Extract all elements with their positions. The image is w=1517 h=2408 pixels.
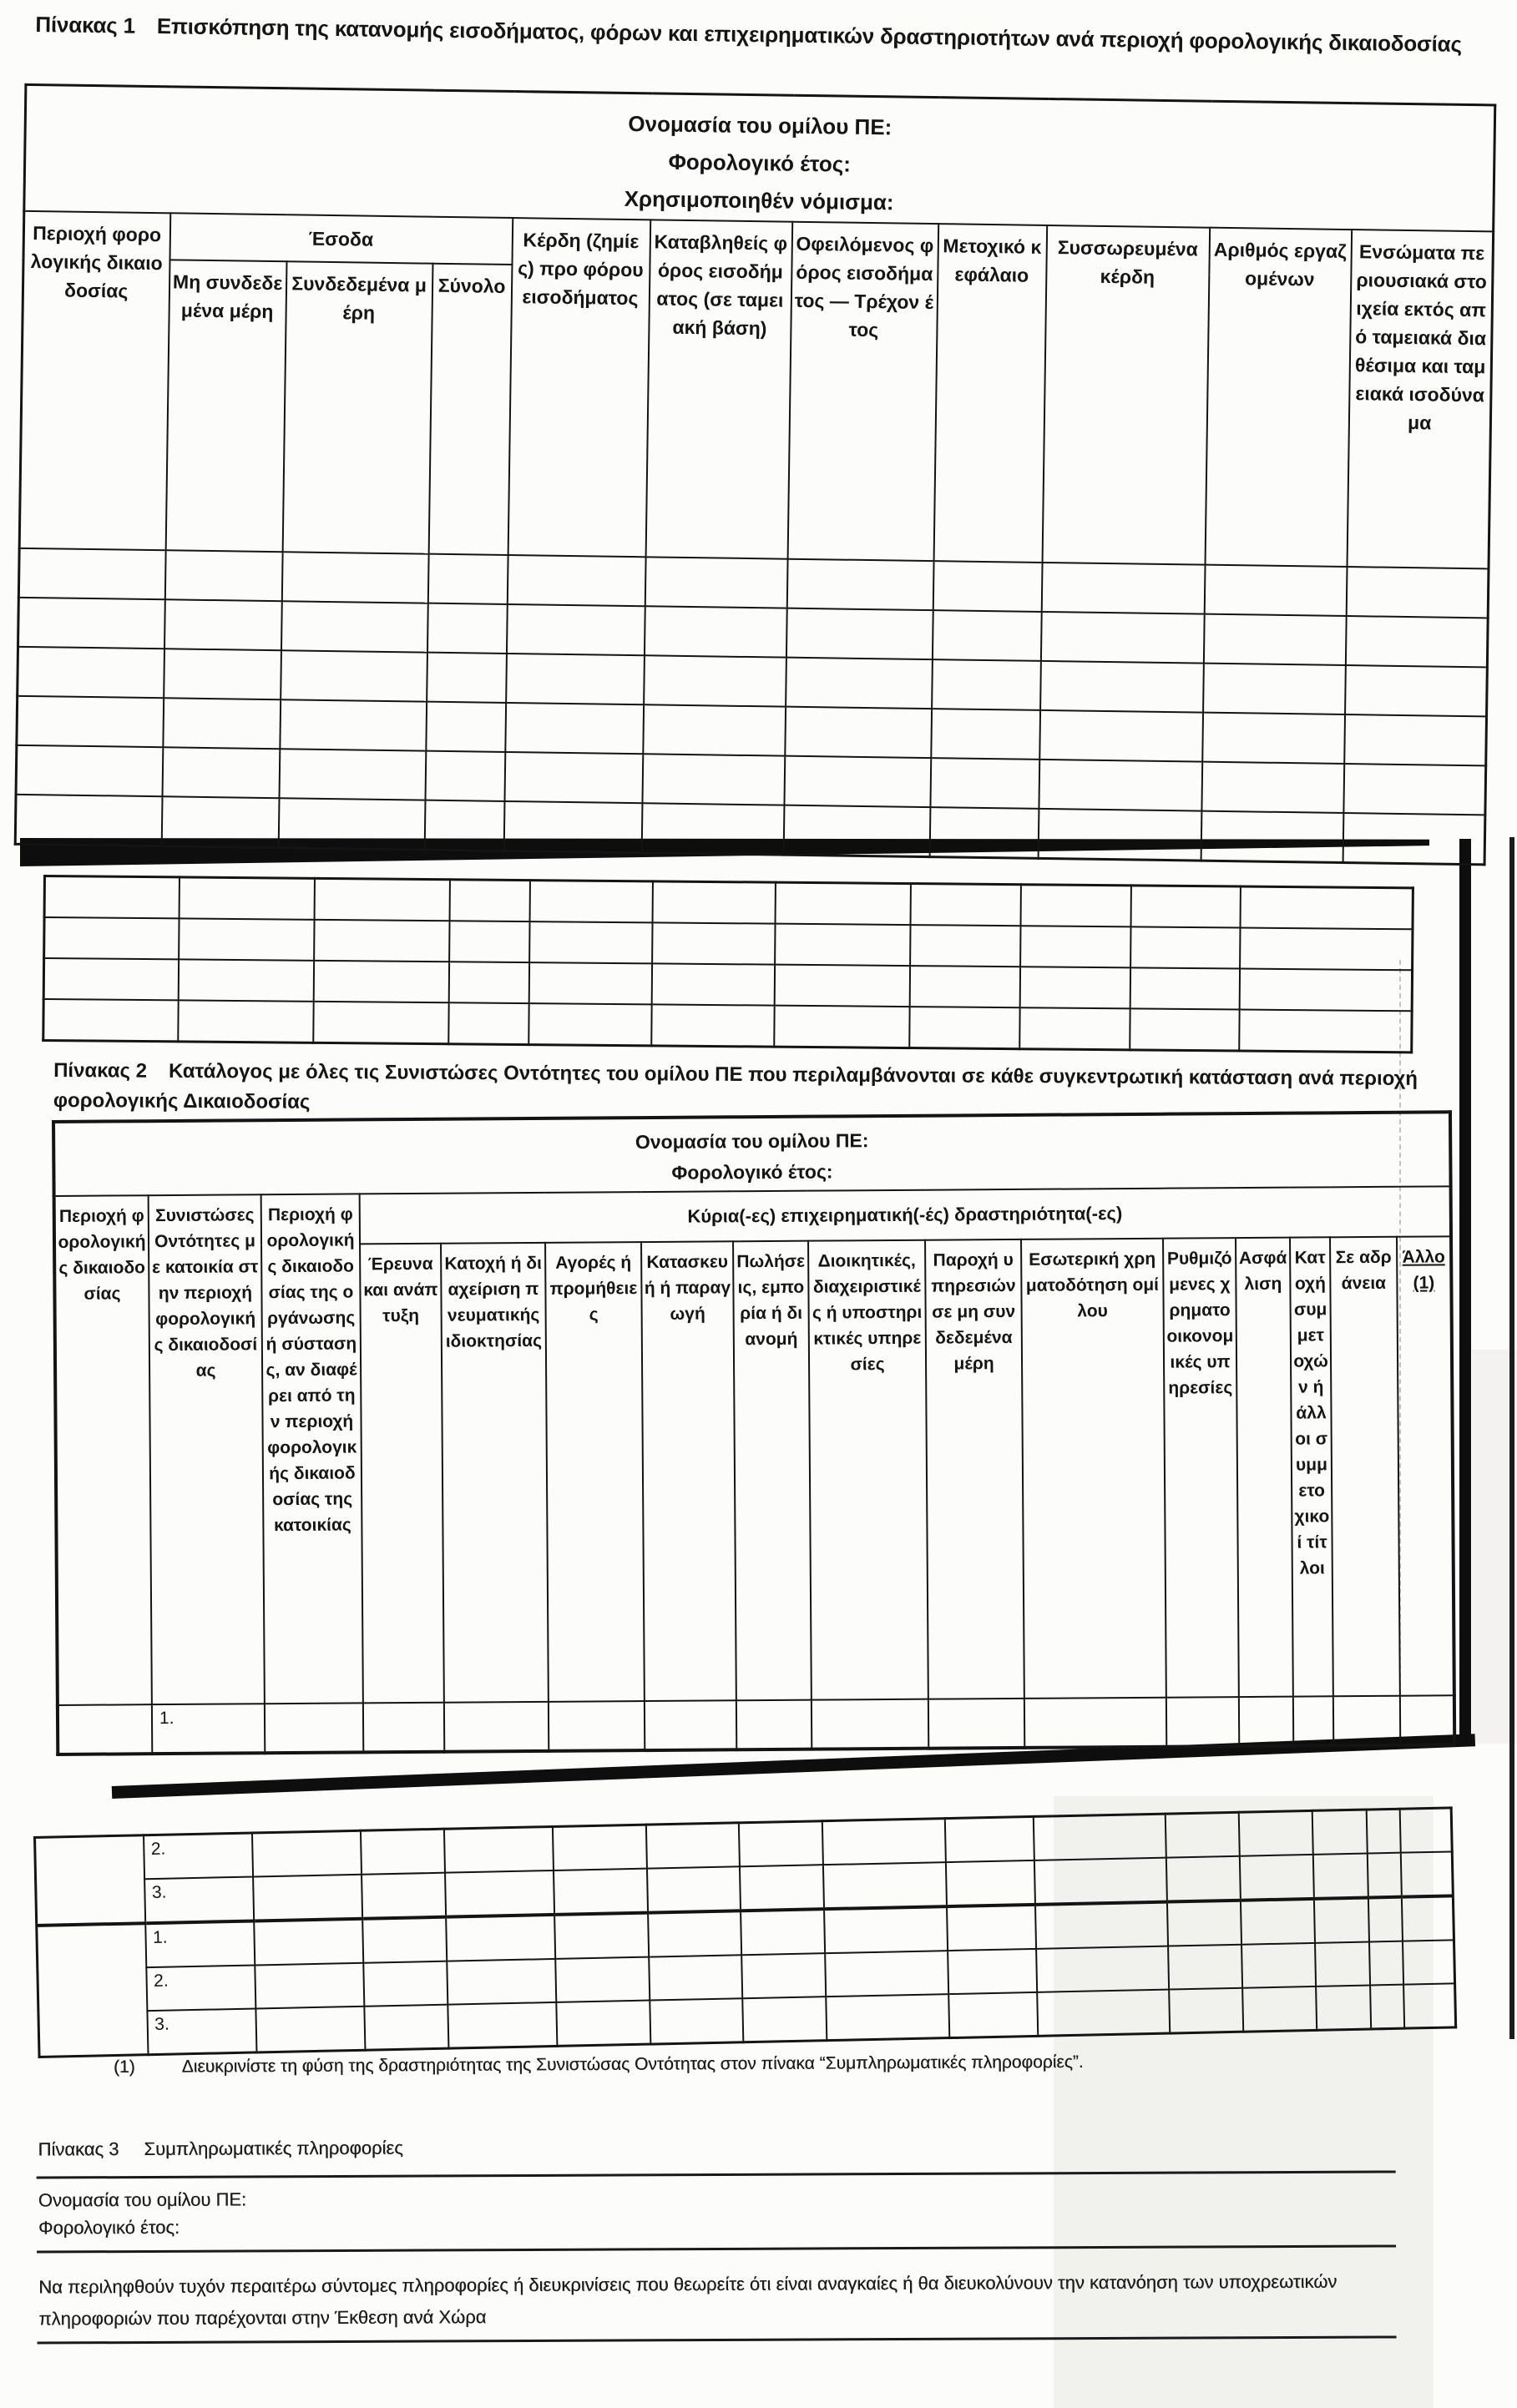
empty-cell	[910, 925, 1020, 967]
empty-cell	[642, 754, 785, 805]
empty-cell	[1168, 1945, 1242, 1990]
empty-cell	[255, 2007, 365, 2052]
group-name-field: Ονομασία του ομίλου ΠΕ:	[635, 1129, 869, 1154]
empty-cell	[43, 958, 178, 1000]
empty-cell	[644, 606, 786, 657]
table1-caption: Επισκόπηση της κατανομής εισοδήματος, φόρων και επιχειρηματικών δραστηριοτήτων ανά περιοχή φορολογικής δικαιοδοσίας	[156, 13, 1462, 57]
empty-cell	[1203, 614, 1346, 665]
empty-cell	[910, 884, 1020, 926]
empty-cell	[1369, 1941, 1403, 1986]
empty-cell	[1316, 1986, 1371, 2031]
col-ip-holding: Κατοχή ή διαχείριση πνευματικής ιδιοκτησίας	[441, 1243, 549, 1703]
col-jurisdiction-of-incorporation: Περιοχή φορολογικής δικαιοδοσίας της οργάνωσης ή σύστασης, αν διαφέρει από την περιοχή φορολογικής δικαιοδοσίας της κατοικίας	[261, 1194, 363, 1704]
empty-cell	[822, 1862, 946, 1909]
empty-cell	[506, 604, 645, 655]
empty-cell	[425, 751, 505, 801]
row-number: 2.	[144, 1833, 253, 1879]
empty-cell	[449, 880, 529, 921]
empty-cell	[826, 1994, 949, 2041]
table2	[52, 1110, 1456, 1756]
empty-cell	[279, 749, 426, 800]
empty-cell	[18, 647, 164, 698]
col-jurisdiction: Περιοχή φορολογικής δικαιοδοσίας	[54, 1195, 152, 1705]
empty-cell	[281, 601, 427, 652]
empty-cell	[822, 1819, 945, 1865]
group-name-field: Ονομασία του ομίλου ΠΕ:	[38, 2188, 247, 2211]
row-number: 3.	[147, 2008, 256, 2054]
empty-cell	[1166, 1697, 1239, 1747]
empty-cell	[280, 699, 427, 750]
empty-cell	[446, 1915, 555, 1961]
empty-cell	[1400, 1695, 1454, 1744]
empty-cell	[932, 610, 1041, 661]
col-income-tax-accrued: Οφειλόμενος φόρος εισοδήματος — Τρέχον έτος	[787, 222, 938, 561]
jurisdiction-cell	[35, 1835, 145, 1926]
col-dormant: Σε αδράνεια	[1330, 1237, 1400, 1697]
empty-cell	[1344, 714, 1487, 765]
empty-cell	[651, 963, 774, 1005]
empty-cell	[1037, 1990, 1170, 2037]
empty-cell	[786, 658, 933, 709]
empty-cell	[443, 1826, 553, 1872]
fiscal-year-field: Φορολογικό έτος:	[671, 1160, 833, 1184]
empty-cell	[362, 1917, 447, 1963]
empty-cell	[16, 745, 163, 796]
empty-cell	[1399, 1808, 1452, 1853]
empty-cell	[424, 800, 504, 851]
empty-cell	[1293, 1696, 1333, 1745]
empty-cell	[426, 702, 506, 752]
col-group-main-activities: Κύρια(-ες) επιχειρηματική(-ές) δραστηριότητα(-ες)	[360, 1186, 1451, 1244]
empty-cell	[364, 2005, 448, 2051]
empty-cell	[645, 1823, 739, 1869]
empty-cell	[1039, 710, 1203, 762]
empty-cell	[253, 1875, 362, 1921]
empty-cell	[444, 1702, 549, 1752]
empty-cell	[554, 1913, 649, 1959]
empty-cell	[1202, 713, 1345, 764]
row-number: 1.	[152, 1704, 265, 1754]
empty-cell	[1201, 762, 1344, 813]
empty-cell	[774, 965, 909, 1007]
empty-cell	[945, 1860, 1034, 1906]
empty-cell	[775, 924, 910, 966]
empty-cell	[1166, 1901, 1241, 1946]
empty-cell	[929, 807, 1039, 858]
empty-cell	[17, 696, 164, 747]
scan-edge-line	[1509, 837, 1514, 2039]
col-jurisdiction: Περιοχή φορολογικής δικαιοδοσίας	[19, 211, 170, 550]
empty-cell	[1239, 1697, 1293, 1746]
col-other: Άλλο (1)	[1397, 1236, 1454, 1695]
empty-cell	[1040, 661, 1204, 713]
empty-cell	[1333, 1696, 1400, 1746]
empty-cell	[251, 1830, 361, 1876]
empty-cell	[254, 1919, 363, 1966]
empty-cell	[812, 1699, 928, 1749]
empty-cell	[741, 1909, 825, 1955]
empty-cell	[1366, 1809, 1400, 1853]
empty-cell	[1024, 1698, 1166, 1748]
empty-cell	[641, 803, 784, 855]
col-number-of-employees: Αριθμός εργαζομένων	[1205, 228, 1352, 567]
empty-cell	[1039, 760, 1202, 811]
empty-cell	[549, 1701, 645, 1751]
empty-cell	[58, 1704, 152, 1754]
empty-cell	[784, 756, 931, 807]
col-total: Σύνολο	[428, 264, 512, 555]
table3-label: Πίνακας 3	[38, 2138, 119, 2160]
table2-label: Πίνακας 2	[53, 1058, 148, 1083]
table1-overflow-grid	[42, 875, 1414, 1053]
empty-cell	[1019, 967, 1130, 1008]
col-internal-group-finance: Εσωτερική χρηματοδότηση ομίλου	[1021, 1239, 1166, 1699]
table1-body	[15, 548, 1489, 865]
empty-cell	[265, 1703, 363, 1753]
empty-cell	[507, 555, 645, 606]
empty-cell	[1130, 926, 1240, 968]
empty-cell	[178, 1000, 313, 1042]
col-admin-support-services: Διοικητικές, διαχειριστικές ή υποστηρικτικές υπηρεσίες	[808, 1240, 928, 1700]
col-constituent-entities: Συνιστώσες Οντότητες με κατοικία στην περιοχή φορολογικής δικαιοδοσίας	[149, 1194, 265, 1704]
empty-cell	[1034, 1858, 1166, 1905]
footnote-marker: (1)	[113, 2057, 135, 2077]
empty-cell	[44, 917, 179, 959]
empty-cell	[948, 1992, 1038, 2038]
empty-cell	[1019, 1007, 1130, 1050]
empty-cell	[648, 1911, 741, 1956]
empty-cell	[931, 709, 1040, 760]
table1-overflow-body	[43, 876, 1413, 1053]
empty-cell	[504, 752, 643, 803]
empty-cell	[503, 801, 642, 853]
col-manufacturing: Κατασκευή ή παραγωγή	[641, 1241, 736, 1701]
empty-cell	[1312, 1810, 1367, 1855]
empty-cell	[427, 653, 507, 703]
empty-cell	[1343, 764, 1486, 815]
fiscal-year-field: Φορολογικό έτος:	[668, 149, 852, 177]
empty-cell	[362, 1873, 446, 1919]
empty-cell	[1312, 1854, 1368, 1899]
empty-cell	[528, 962, 651, 1004]
col-stated-capital: Μετοχικό κεφάλαιο	[933, 224, 1047, 563]
empty-cell	[164, 599, 282, 650]
empty-cell	[1239, 1010, 1412, 1053]
empty-cell	[448, 962, 528, 1003]
empty-cell	[1240, 886, 1413, 929]
empty-cell	[552, 1825, 646, 1870]
empty-cell	[313, 1002, 448, 1044]
col-regulated-financial-services: Ρυθμιζόμενες χρηματοοικονομικές υπηρεσίες	[1163, 1238, 1239, 1698]
footnote-text: Διευκρινίστε τη φύση της δραστηριότητας της Συνιστώσας Οντότητας στον πίνακα “Συμπληρωματικές πληροφορίες”.	[181, 2052, 1084, 2077]
empty-cell	[529, 921, 652, 963]
empty-cell	[162, 747, 280, 798]
empty-cell	[1130, 886, 1240, 928]
empty-cell	[786, 608, 933, 659]
empty-cell	[161, 796, 279, 847]
empty-cell	[449, 921, 529, 962]
empty-cell	[944, 1816, 1034, 1862]
table3-caption: Συμπληρωματικές πληροφορίες	[144, 2137, 403, 2159]
empty-cell	[738, 1821, 822, 1867]
empty-cell	[506, 654, 645, 704]
empty-cell	[1402, 1940, 1454, 1984]
table3-section	[36, 2132, 1396, 2344]
empty-cell	[178, 959, 313, 1001]
col-related-party: Συνδεδεμένα μέρη	[282, 261, 432, 553]
empty-cell	[825, 1951, 948, 1997]
empty-cell	[1239, 969, 1412, 1012]
empty-cell	[646, 1866, 740, 1912]
table1-label: Πίνακας 1	[35, 12, 136, 38]
empty-cell	[824, 1906, 948, 1953]
empty-cell	[1201, 811, 1343, 863]
empty-cell	[645, 557, 787, 608]
empty-cell	[1346, 567, 1489, 618]
empty-cell	[909, 966, 1019, 1007]
fiscal-year-field: Φορολογικό έτος:	[38, 2216, 180, 2239]
empty-cell	[928, 1699, 1024, 1749]
empty-cell	[15, 795, 162, 846]
empty-cell	[1241, 1943, 1316, 1988]
empty-cell	[932, 659, 1041, 710]
empty-cell	[1239, 1855, 1313, 1901]
empty-cell	[1313, 1898, 1368, 1943]
row-number: 2.	[146, 1965, 255, 2011]
table1-title	[35, 10, 1474, 59]
empty-cell	[742, 1997, 827, 2042]
empty-cell	[1401, 1896, 1454, 1941]
col-sales-distribution: Πωλήσεις, εμπορία ή διανομή	[733, 1241, 812, 1701]
empty-cell	[1020, 885, 1130, 927]
empty-cell	[1036, 1946, 1169, 1992]
table2-meta-box	[53, 1112, 1451, 1196]
empty-cell	[1315, 1942, 1370, 1986]
empty-cell	[360, 1829, 444, 1875]
empty-cell	[1034, 1902, 1167, 1949]
empty-cell	[1238, 1810, 1312, 1855]
jurisdiction-cell	[37, 1923, 148, 2057]
divider	[37, 2244, 1396, 2253]
empty-cell	[739, 1865, 823, 1911]
empty-cell	[556, 2001, 650, 2047]
col-profit-before-tax: Κέρδη (ζημίες) προ φόρου εισοδήματος	[508, 218, 650, 557]
empty-cell	[528, 1003, 651, 1046]
empty-cell	[278, 798, 425, 850]
row-number: 1.	[145, 1921, 255, 1968]
empty-cell	[651, 1004, 774, 1047]
empty-cell	[255, 1963, 364, 2009]
empty-cell	[1240, 1899, 1314, 1945]
table2-overflow-grid	[33, 1806, 1457, 2058]
empty-cell	[909, 1007, 1019, 1049]
empty-cell	[553, 1869, 647, 1915]
col-unrelated-party: Μη συνδεδεμένα μέρη	[165, 260, 286, 552]
empty-cell	[1166, 1856, 1240, 1902]
table1-meta-box	[24, 84, 1495, 231]
scan-vertical-bar	[1459, 839, 1471, 1742]
empty-cell	[427, 554, 508, 604]
empty-cell	[1370, 1985, 1404, 2029]
empty-cell	[313, 961, 448, 1002]
empty-cell	[529, 881, 652, 923]
empty-cell	[427, 603, 507, 654]
empty-cell	[644, 655, 786, 706]
col-group-revenue: Έσοδα	[169, 213, 513, 265]
empty-cell	[650, 1998, 743, 2044]
empty-cell	[785, 707, 932, 758]
empty-cell	[930, 758, 1039, 809]
empty-cell	[179, 877, 314, 920]
empty-cell	[1020, 926, 1130, 967]
empty-cell	[43, 999, 178, 1042]
empty-cell	[1038, 809, 1201, 861]
empty-cell	[652, 922, 775, 964]
empty-cell	[643, 704, 786, 755]
empty-cell	[1345, 616, 1488, 667]
empty-cell	[1169, 1988, 1243, 2033]
empty-cell	[447, 1959, 556, 2005]
empty-cell	[1368, 1897, 1402, 1942]
empty-cell	[363, 1703, 444, 1753]
empty-cell	[281, 650, 427, 701]
table2-caption: Κατάλογος με όλες τις Συνιστώσες Οντότητες του ομίλου ΠΕ που περιλαμβάνονται σε κάθε συγκεντρωτική κατάσταση ανά περιοχή φορολογικής Δικαιοδοσίας	[53, 1059, 1418, 1113]
col-research-development: Έρευνα και ανάπτυξη	[360, 1244, 444, 1704]
currency-field: Χρησιμοποιηθέν νόμισμα:	[624, 185, 894, 215]
empty-cell	[786, 559, 933, 610]
empty-cell	[1033, 1814, 1166, 1860]
empty-cell	[948, 1949, 1037, 1994]
table2-row-1	[58, 1695, 1454, 1754]
empty-cell	[1203, 664, 1346, 714]
empty-cell	[445, 1870, 554, 1917]
table1	[14, 83, 1497, 866]
empty-cell	[652, 881, 775, 924]
table3-instruction: Να περιληφθούν τυχόν περαιτέρω σύντομες πληροφορίες ή διευκρινίσεις που θεωρείτε ότι είναι αναγκαίες ή θα διευκολύνουν την κατανόηση των υποχρεωτικών πληροφοριών που παρέχονται στην Έκθεση ανά Χώρα	[38, 2270, 1337, 2330]
empty-cell	[179, 918, 314, 960]
table2-overflow-body	[35, 1808, 1456, 2057]
col-income-tax-paid: Καταβληθείς φόρος εισοδήματος (σε ταμειακή βάση)	[645, 220, 792, 558]
empty-cell	[314, 920, 449, 962]
empty-cell	[555, 1957, 650, 2002]
empty-cell	[164, 550, 282, 601]
table3-title	[38, 2132, 1393, 2161]
empty-cell	[448, 2002, 557, 2048]
col-tangible-assets: Ενσώματα περιουσιακά στοιχεία εκτός από ταμειακά διαθέσιμα και ταμειακά ισοδύναμα	[1347, 230, 1494, 568]
divider	[37, 2170, 1396, 2178]
empty-cell	[314, 878, 449, 921]
empty-cell	[505, 703, 644, 754]
empty-cell	[933, 561, 1042, 612]
empty-cell	[947, 1905, 1036, 1951]
empty-cell	[1343, 813, 1485, 865]
col-services-unrelated: Παροχή υπηρεσιών σε μη συνδεδεμένα μέρη	[925, 1239, 1024, 1699]
col-equity-holding: Κατοχή συμμετοχών ή άλλοι συμμετοχικοί τίτλοι	[1290, 1237, 1333, 1696]
empty-cell	[18, 548, 165, 599]
empty-cell	[775, 882, 910, 925]
empty-cell	[741, 1953, 826, 1998]
empty-cell	[1400, 1851, 1453, 1896]
empty-cell	[1242, 1986, 1317, 2032]
empty-cell	[1040, 612, 1204, 664]
empty-cell	[1204, 565, 1347, 616]
empty-cell	[736, 1700, 812, 1750]
empty-cell	[783, 805, 930, 857]
empty-cell	[363, 1961, 448, 2007]
empty-cell	[448, 1002, 528, 1044]
empty-cell	[649, 1955, 742, 2000]
row-number: 3.	[144, 1877, 254, 1924]
empty-cell	[1240, 928, 1413, 971]
page1-section	[1, 0, 1517, 434]
col-accumulated-earnings: Συσσωρευμένα κέρδη	[1042, 225, 1210, 565]
empty-cell	[1403, 1983, 1456, 2028]
empty-cell	[18, 598, 165, 649]
empty-cell	[774, 1006, 909, 1048]
empty-cell	[1130, 1008, 1239, 1051]
empty-cell	[163, 698, 281, 749]
empty-cell	[44, 876, 179, 919]
col-purchasing: Αγορές ή προμήθειες	[545, 1242, 645, 1702]
empty-cell	[1345, 665, 1488, 716]
empty-cell	[1041, 563, 1205, 614]
group-name-field: Ονομασία του ομίλου ΠΕ:	[628, 110, 893, 140]
empty-cell	[645, 1700, 736, 1750]
empty-cell	[281, 552, 428, 603]
empty-cell	[1130, 967, 1239, 1009]
empty-cell	[164, 649, 281, 699]
table2-wrapper	[52, 1110, 1456, 1756]
empty-cell	[1165, 1812, 1239, 1857]
empty-cell	[1367, 1853, 1401, 1898]
footnote	[114, 2052, 1084, 2077]
col-insurance: Ασφάλιση	[1236, 1238, 1293, 1697]
